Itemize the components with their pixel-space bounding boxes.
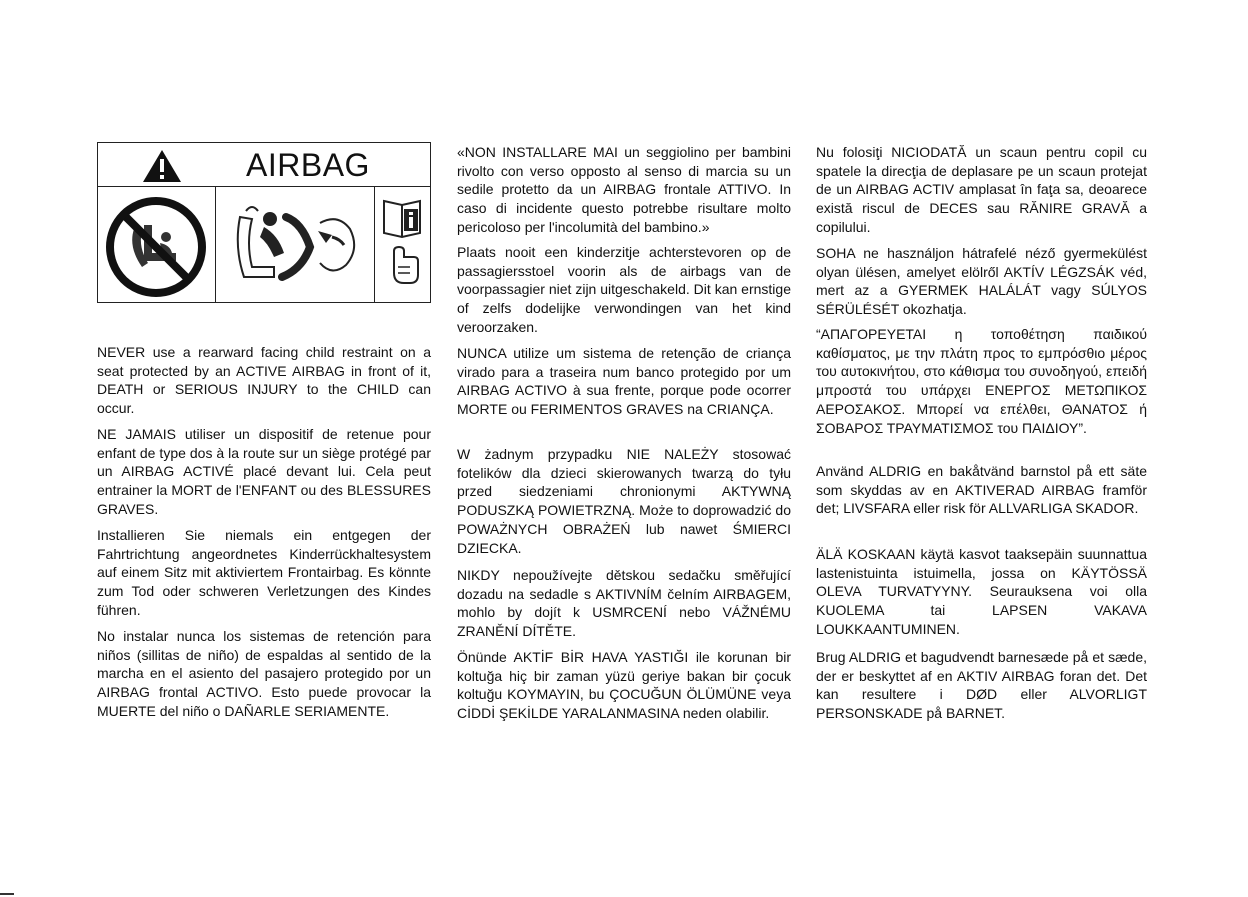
page-edge-mark <box>0 893 14 895</box>
warning-spanish: No instalar nunca los sistemas de retención para niños (sillitas de niño) de espaldas al sentido de la marcha en el asiento del pasajero protegido por un AIRBAG frontal ACTIVO. Esto puede provocar la MUERTE del niño o DAÑARLE SERIAMENTE. <box>97 628 431 719</box>
label-divider <box>374 187 375 303</box>
warning-turkish: Önünde AKTİF BİR HAVA YASTIĞI ile korunan bir koltuğa hiç bir zaman yüzü geriye bakan bir çocuk koltuğu KOYMAYIN, bu ÇOCUĞUN ÖLÜMÜNE veya CİDDİ ŞEKİLDE YARALANMASINA neden olabilir. <box>457 649 791 722</box>
label-header <box>98 143 430 187</box>
warning-danish: Brug ALDRIG et bagudvendt barnesæde på et sæde, der er beskyttet af en AKTIV AIRBAG foran det. Det kan resultere i DØD eller ALVORLIGT PERSONSKADE på BARNET. <box>816 649 1147 722</box>
label-divider <box>215 187 216 303</box>
warning-portuguese: NUNCA utilize um sistema de retenção de criança virado para a traseira num banco protegido por um AIRBAG ACTIVO à sua frente, porque pode ocorrer MORTE ou FERIMENTOS GRAVES na CRIANÇA. <box>457 345 791 418</box>
warning-german: Installieren Sie niemals ein entgegen der Fahrtrichtung angeordnetes Kinderrückhaltesystem auf einem Sitz mit aktiviertem Frontairbag. Es könnte zum Tod oder schweren Verletzungen des Kindes führen. <box>97 527 431 618</box>
warning-polish: W żadnym przypadku NIE NALEŻY stosować fotelików dla dzieci skierowanych twarzą do tyłu przed siedzeniami chronionymi AKTYWNĄ PODUSZKĄ POWIETRZNĄ. Może to doprowadzić do POWAŻNYCH OBRAŻEŃ lub nawet ŚMIERCI DZIECKA. <box>457 446 791 556</box>
warning-greek: “ΑΠΑΓΟΡΕΥΕΤΑΙ η τοποθέτηση παιδικού καθίσματος, με την πλάτη προς το εμπρόσθιο μέρος του αυτοκινήτου, στο κάθισμα του συνοδηγού, επειδή μπροστά του υπάρχει ΕΝΕΡΓΟΣ ΜΕΤΩΠΙΚΟΣ ΑΕΡΟΣΑΚΟΣ. Μπορεί να επέλθει, ΘΑΝΑΤΟΣ ή ΣΟΒΑΡΟΣ ΤΡΑΥΜΑΤΙΣΜΟΣ του ΠΑΙΔΙΟΥ”. <box>816 326 1147 436</box>
read-manual-icon <box>380 193 426 297</box>
warning-triangle-icon <box>142 149 182 183</box>
no-rear-facing-child-seat-icon <box>104 195 208 299</box>
warning-italian: «NON INSTALLARE MAI un seggiolino per bambini rivolto con verso opposto al senso di marcia su un sedile protetto da un AIRBAG frontale ATTIVO. In caso di incidente questo potrebbe risultare molto pericoloso per l'incolumità del bambino.» <box>457 144 791 235</box>
airbag-warning-label <box>97 142 431 303</box>
warning-english: NEVER use a rearward facing child restraint on a seat protected by an ACTIVE AIRBAG in front of it, DEATH or SERIOUS INJURY to the CHILD can occur. <box>97 344 431 417</box>
warning-dutch: Plaats nooit een kinderzitje achterstevoren op de passagiersstoel voorin als de airbags van de voorpassagier niet zijn uitgeschakeld. Dit kan ernstige of zelfs dodelijke verwondingen van het kind veroorzaken. <box>457 244 791 335</box>
airbag-deploy-icon <box>228 197 368 297</box>
warning-romanian: Nu folosiţi NICIODATĂ un scaun pentru copil cu spatele la direcţia de deplasare pe un scaun protejat de un AIRBAG ACTIV amplasat în faţa sa, deoarece există riscul de DECES sau RĂNIRE GRAVĂ a copilului. <box>816 144 1147 235</box>
warning-swedish: Använd ALDRIG en bakåtvänd barnstol på ett säte som skyddas av en AKTIVERAD AIRBAG framför det; LIVSFARA eller risk för ALLVARLIGA SKADOR. <box>816 463 1147 517</box>
label-title: AIRBAG <box>246 147 370 183</box>
warning-finnish: ÄLÄ KOSKAAN käytä kasvot taaksepäin suunnattua lastenistuinta istuimella, jossa on KÄYTÖSSÄ OLEVA TURVATYYNY. Seurauksena voi olla KUOLEMA tai LAPSEN VAKAVA LOUKKAANTUMINEN. <box>816 546 1147 637</box>
warning-french: NE JAMAIS utiliser un dispositif de retenue pour enfant de type dos à la route sur un siège protégé par un AIRBAG ACTIVÉ placé devant lui. Cela peut entrainer la MORT de l'ENFANT ou des BLESSURES GRAVES. <box>97 426 431 517</box>
label-body <box>98 187 430 303</box>
warning-czech: NIKDY nepoužívejte dětskou sedačku směřující dozadu na sedadle s AKTIVNÍM čelním AIRBAGEM, mohlo by dojít k USMRCENÍ nebo VÁŽNÉMU ZRANĚNÍ DÍTĚTE. <box>457 567 791 640</box>
warning-hungarian: SOHA ne használjon hátrafelé néző gyermekülést olyan ülésen, amelyet elölről AKTÍV LÉGZSÁK véd, mert az a GYERMEK HALÁLÁT vagy SÚLYOS SÉRÜLÉSÉT okozhatja. <box>816 245 1147 318</box>
